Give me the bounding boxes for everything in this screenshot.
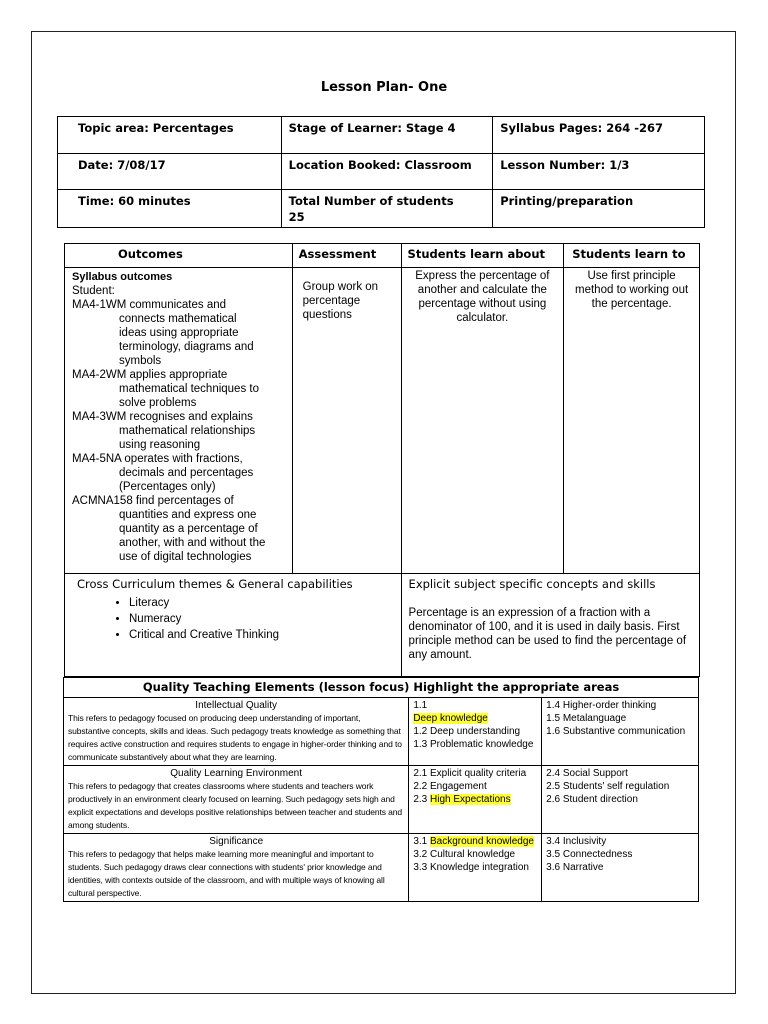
element-description: This refers to pedagogy focused on producing deep understanding of important, substantive concepts, skills and ideas. Such pedagogy treats knowledge as something that requires active construction and requires students to engage in higher-order thinking and to communicate substantively about what they are learning. — [68, 713, 402, 762]
outcome-text: mathematical relationships — [119, 425, 256, 437]
code-text: Cultural knowledge — [430, 849, 516, 860]
outcome-text: quantities and express one — [119, 509, 257, 521]
element-description: This refers to pedagogy that creates classrooms where students and teachers work productively in an environment clearly focused on learning. Such pedagogy sets high and explicit expectations and develops positive relationships between teacher and students and among students. — [68, 781, 403, 830]
code-number: 2.2 — [413, 781, 431, 792]
highlighted-code-text: High Expectations — [430, 794, 511, 805]
assessment-cell: Group work on percentage questions — [292, 268, 401, 574]
code-number: 2.3 — [413, 794, 431, 805]
element-codes-cell — [409, 834, 542, 902]
outcome-text: symbols — [119, 355, 162, 367]
outcome-item — [72, 298, 288, 368]
code-item — [413, 725, 537, 738]
outcome-item — [72, 368, 288, 410]
student-label: Student: — [72, 285, 115, 297]
outcome-code-line: ACMNA158 find percentages of — [72, 495, 234, 507]
total-students-value: 25 — [288, 210, 305, 224]
code-item: 1.6 Substantive communication — [546, 726, 686, 737]
location-cell: Location Booked: Classroom — [281, 154, 493, 190]
outcome-code-line: MA4-1WM communicates and — [72, 299, 227, 311]
outcome-text: another, with and without the — [119, 537, 266, 549]
outcome-item — [72, 452, 288, 494]
element-codes-cell — [409, 766, 542, 834]
syllabus-outcomes-cell — [65, 268, 293, 574]
syllabus-outcomes-label: Syllabus outcomes — [72, 271, 173, 283]
code-item — [413, 861, 537, 874]
outcome-code-line: MA4-2WM applies appropriate — [72, 369, 228, 381]
list-item: • Numeracy — [129, 611, 401, 627]
lesson-info-table — [57, 116, 705, 228]
code-text: Explicit quality criteria — [430, 768, 527, 779]
outcome-text: connects mathematical — [119, 313, 237, 325]
code-text: Problematic knowledge — [430, 739, 534, 750]
date-cell: Date: 7/08/17 — [58, 154, 282, 190]
code-number: 3.1 — [413, 836, 431, 847]
code-item — [413, 835, 537, 848]
outcome-text: (Percentages only) — [119, 481, 216, 493]
code-item — [413, 848, 537, 861]
outcomes-header: Outcomes — [65, 244, 293, 268]
cross-curriculum-header: Cross Curriculum themes & General capabilities — [77, 577, 353, 591]
code-number: 1.3 — [413, 739, 431, 750]
code-item: 2.5 Students' self regulation — [546, 781, 670, 792]
code-item: 3.5 Connectedness — [546, 849, 633, 860]
code-number: 2.1 — [413, 768, 431, 779]
outcome-text: use of digital technologies — [119, 551, 252, 563]
element-codes-cell — [542, 766, 699, 834]
explicit-concepts-cell — [401, 574, 699, 677]
outcome-text: ideas using appropriate — [119, 327, 239, 339]
element-codes-cell — [542, 698, 699, 766]
code-item: 3.4 Inclusivity — [546, 836, 607, 847]
code-number: 1.1 — [413, 700, 428, 711]
code-text: Knowledge integration — [430, 862, 529, 873]
outcome-text: decimals and percentages — [119, 467, 254, 479]
code-item: 1.5 Metalanguage — [546, 713, 627, 724]
element-description: This refers to pedagogy that helps make learning more meaningful and important to students. Such pedagogy draws clear connections with students' prior knowledge and identities, with contexts outside of the classroom, and with multiple ways of knowing all cultural perspective. — [68, 849, 385, 898]
element-title: Quality Learning Environment — [170, 768, 303, 779]
capabilities-list — [77, 595, 401, 643]
code-item: 3.6 Narrative — [546, 862, 604, 873]
outcome-text: quantity as a percentage of — [119, 523, 258, 535]
element-description-cell — [64, 834, 409, 902]
code-number: 3.3 — [413, 862, 431, 873]
highlighted-code-text: Deep knowledge — [413, 713, 488, 724]
time-cell: Time: 60 minutes — [58, 190, 282, 228]
outcome-item — [72, 410, 288, 452]
explicit-concepts-text: Percentage is an expression of a fraction with a denominator of 100, and it is used in daily basis. First principle method can be used to find the percentage of any amount. — [408, 607, 687, 661]
assessment-header: Assessment — [292, 244, 401, 268]
outcome-text: solve problems — [119, 397, 197, 409]
element-description-cell — [64, 698, 409, 766]
total-students-cell — [281, 190, 493, 228]
code-item: 1.4 Higher-order thinking — [546, 700, 657, 711]
quality-teaching-table — [63, 677, 699, 902]
page-title: Lesson Plan- One — [320, 80, 448, 95]
code-number: 1.2 — [413, 726, 431, 737]
code-item — [413, 793, 537, 806]
quality-teaching-header: Quality Teaching Elements (lesson focus) Highlight the appropriate areas — [64, 678, 699, 698]
learn-to-header: Students learn to — [564, 244, 700, 268]
element-title: Significance — [209, 836, 264, 847]
outcome-item — [72, 494, 288, 564]
learn-about-header: Students learn about — [401, 244, 564, 268]
element-description-cell — [64, 766, 409, 834]
code-number: 3.2 — [413, 849, 431, 860]
explicit-concepts-header: Explicit subject specific concepts and skills — [408, 577, 656, 591]
code-text: Deep understanding — [430, 726, 521, 737]
list-item: • Literacy — [129, 595, 401, 611]
outcome-code-line: MA4-5NA operates with fractions, — [72, 453, 243, 465]
printing-cell: Printing/preparation — [493, 190, 705, 228]
code-item: 2.6 Student direction — [546, 794, 638, 805]
stage-cell: Stage of Learner: Stage 4 — [281, 117, 493, 154]
outcome-text: terminology, diagrams and — [119, 341, 254, 353]
element-codes-cell — [409, 698, 542, 766]
cross-curriculum-cell — [65, 574, 402, 677]
topic-area-cell: Topic area: Percentages — [58, 117, 282, 154]
list-item: • Critical and Creative Thinking — [129, 627, 401, 643]
outcome-text: mathematical techniques to — [119, 383, 259, 395]
code-item — [413, 780, 537, 793]
code-item — [413, 767, 537, 780]
outcome-text: using reasoning — [119, 439, 201, 451]
highlighted-code-text: Background knowledge — [430, 836, 534, 847]
syllabus-pages-cell: Syllabus Pages: 264 -267 — [493, 117, 705, 154]
code-item — [413, 699, 537, 725]
code-text: Engagement — [430, 781, 487, 792]
outcome-code-line: MA4-3WM recognises and explains — [72, 411, 253, 423]
element-title: Intellectual Quality — [195, 700, 278, 711]
code-item: 2.4 Social Support — [546, 768, 628, 779]
code-item — [413, 738, 537, 751]
total-students-label: Total Number of students — [288, 194, 454, 208]
learn-to-cell: Use first principle method to working out the percentage. — [564, 268, 700, 574]
learn-about-cell: Express the percentage of another and calculate the percentage without using calculator. — [401, 268, 564, 574]
element-codes-cell — [542, 834, 699, 902]
outcomes-table — [64, 243, 700, 677]
lesson-number-cell: Lesson Number: 1/3 — [493, 154, 705, 190]
